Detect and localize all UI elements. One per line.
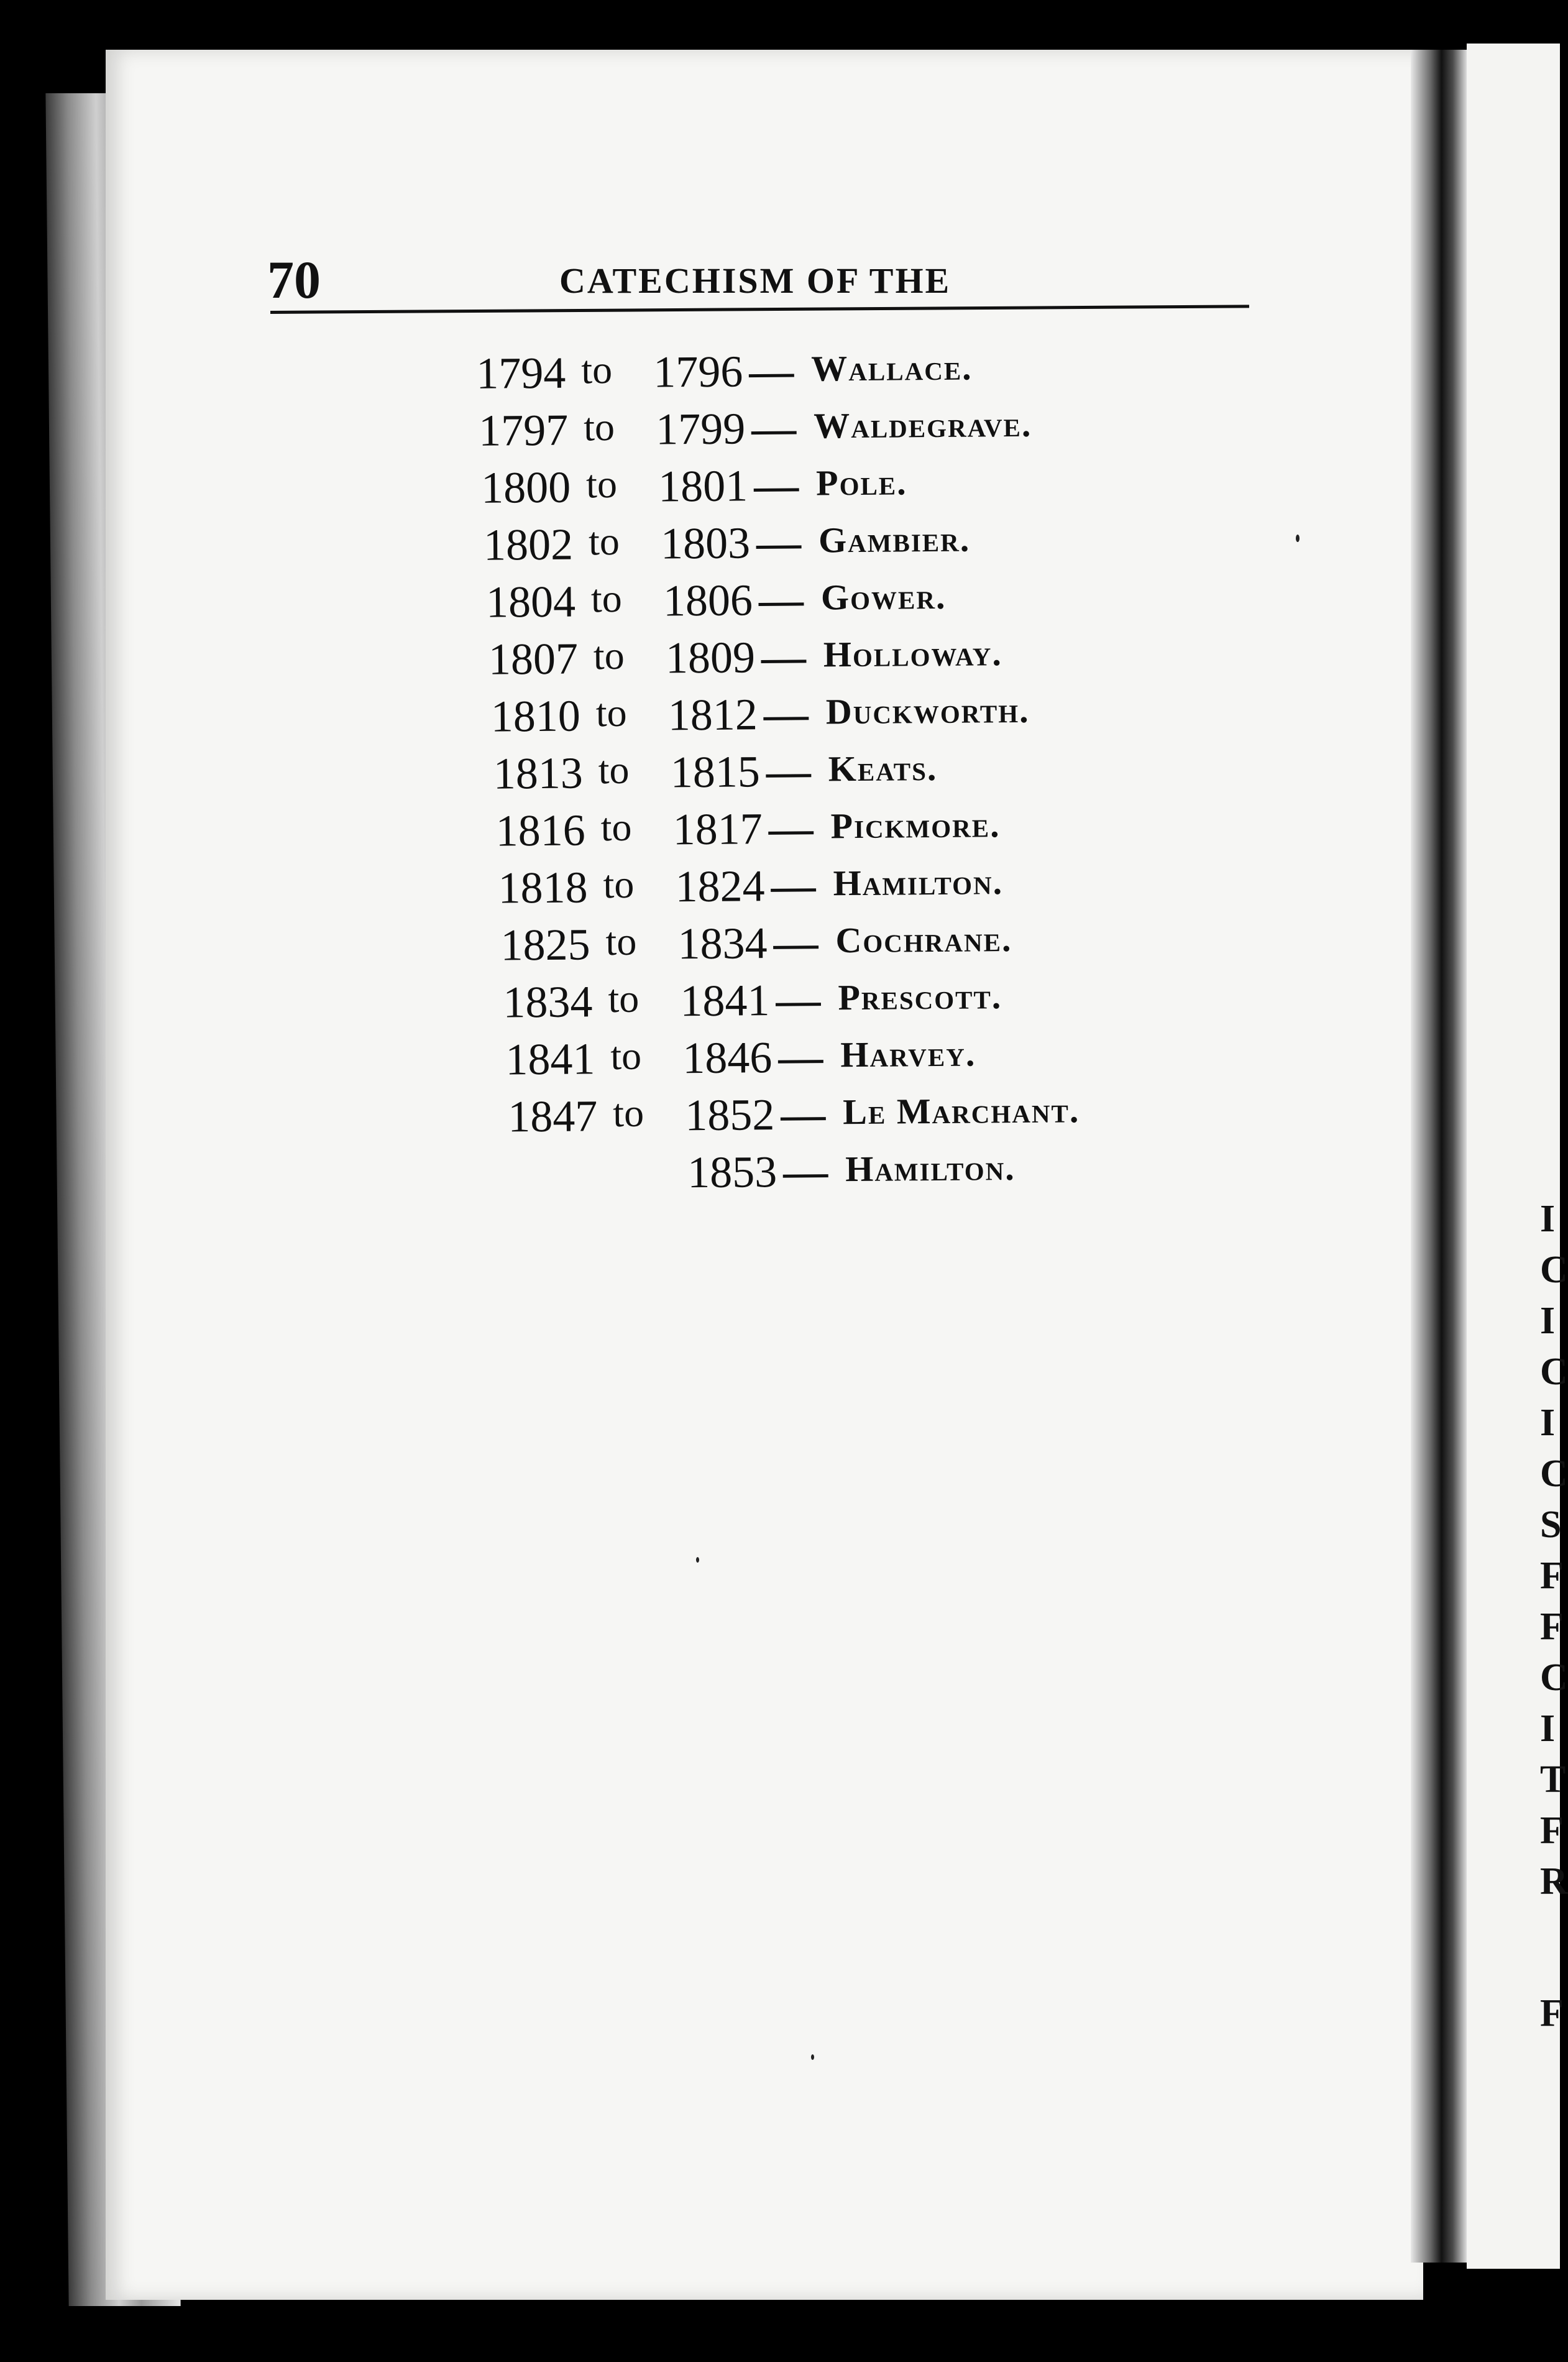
facing-page-letter: T — [1540, 1758, 1566, 1801]
paper-speck — [1296, 535, 1300, 542]
governor-row — [494, 1143, 1150, 1205]
governor-start-year: 1797 — [478, 405, 569, 456]
governor-name: Pickmore. — [830, 804, 1001, 847]
facing-page-letter: C — [1540, 1351, 1568, 1393]
governor-start-year: 1818 — [498, 862, 588, 913]
governor-start-year: 1847 — [507, 1091, 598, 1142]
governor-start-year — [494, 1147, 600, 1148]
facing-page-letter: I — [1540, 1198, 1556, 1240]
governor-name: Wallace. — [811, 347, 973, 389]
governor-to-word: to — [595, 690, 627, 735]
governor-name: Duckworth. — [825, 689, 1030, 732]
governor-row — [484, 914, 1148, 977]
governor-name: Keats. — [828, 747, 938, 789]
governor-to-word: to — [605, 919, 637, 964]
facing-page-letter: C — [1540, 1453, 1568, 1495]
governor-row — [460, 342, 1144, 405]
governor-end-year: 1846 — [682, 1032, 773, 1083]
governor-dash: — — [753, 460, 799, 511]
governor-to-word: to — [583, 405, 615, 449]
governor-start-year: 1794 — [476, 347, 566, 398]
governor-dash: — — [771, 860, 816, 911]
governor-row — [465, 457, 1145, 520]
governor-row — [477, 743, 1147, 805]
governor-start-year: 1807 — [488, 633, 579, 684]
governor-end-year: 1799 — [655, 403, 746, 454]
governor-start-year: 1804 — [485, 576, 576, 627]
facing-page-letter: R — [1540, 1860, 1568, 1903]
facing-page-letter: F — [1540, 1809, 1564, 1852]
facing-page-letter: S — [1540, 1504, 1562, 1546]
paper-speck — [811, 2054, 814, 2060]
governor-end-year: 1806 — [663, 575, 753, 626]
facing-page-letter: C — [1540, 1657, 1568, 1699]
governor-row — [462, 400, 1145, 462]
governor-row — [492, 1086, 1150, 1148]
governor-end-year: 1841 — [680, 975, 770, 1026]
governor-name: Prescott. — [838, 976, 1002, 1018]
governor-end-year: 1852 — [684, 1090, 775, 1141]
governor-row — [487, 972, 1149, 1034]
facing-page-letter: F — [1540, 1606, 1564, 1648]
governor-start-year: 1834 — [503, 977, 593, 1027]
governor-end-year: 1801 — [658, 461, 748, 512]
governor-end-year: 1817 — [672, 804, 763, 855]
governor-dash: — — [761, 632, 807, 682]
governor-start-year: 1825 — [500, 919, 590, 970]
governor-dash: — — [756, 517, 802, 568]
governor-to-word: to — [590, 576, 623, 621]
governor-to-word: to — [581, 347, 613, 392]
governor-name: Harvey. — [840, 1033, 976, 1075]
governor-start-year: 1802 — [483, 519, 574, 570]
governor-name: Gower. — [820, 576, 947, 618]
governor-end-year: 1812 — [667, 689, 758, 740]
governor-name: Waldegrave. — [813, 403, 1032, 446]
governor-dash: — — [766, 746, 812, 797]
governor-dash: — — [773, 917, 818, 968]
governor-dash: — — [748, 346, 794, 397]
governor-to-word: to — [603, 862, 635, 907]
facing-page-letter: F — [1540, 1555, 1564, 1597]
governor-dash: — — [782, 1146, 828, 1197]
governor-end-year: 1853 — [687, 1147, 777, 1198]
governor-row — [479, 800, 1147, 862]
governor-dash: — — [758, 574, 804, 625]
governor-dash: — — [751, 403, 797, 454]
facing-page-letter: I — [1540, 1707, 1556, 1750]
governor-end-year: 1809 — [665, 632, 756, 683]
governor-to-word: to — [593, 633, 625, 678]
governor-name: Holloway. — [823, 633, 1003, 675]
governor-to-word: to — [600, 804, 632, 850]
governor-to-word: to — [585, 462, 618, 507]
governor-to-word: to — [598, 747, 630, 793]
governor-name: Hamilton. — [833, 862, 1004, 904]
governor-start-year: 1816 — [495, 805, 586, 856]
governor-to-word: to — [608, 976, 640, 1021]
facing-page-letter: I — [1540, 1402, 1556, 1444]
governor-dash: — — [780, 1089, 826, 1139]
governor-dash: — — [763, 689, 809, 740]
governor-dash: — — [776, 975, 821, 1026]
governor-name: Le Marchant. — [843, 1090, 1080, 1133]
facing-page-letters — [1540, 1193, 1568, 2039]
governor-end-year: 1803 — [660, 518, 751, 569]
governor-name: Gambier. — [818, 518, 971, 561]
running-head-title: CATECHISM OF THE — [559, 260, 951, 301]
governor-name: Pole. — [815, 462, 907, 503]
governor-to-word: to — [588, 518, 620, 564]
governor-row — [470, 571, 1146, 634]
governor-row — [475, 686, 1147, 748]
governor-end-year: 1834 — [677, 918, 768, 969]
governor-start-year: 1810 — [490, 691, 581, 742]
paper-speck — [696, 1557, 699, 1563]
book-gutter — [1411, 50, 1467, 2263]
governor-end-year: 1796 — [653, 346, 743, 397]
governor-end-year: 1815 — [670, 747, 761, 797]
governor-dash: — — [768, 803, 814, 854]
facing-page-letter: F — [1540, 1992, 1564, 2034]
facing-page-letter: I — [1540, 1300, 1556, 1342]
governor-row — [467, 514, 1145, 577]
governor-name: Cochrane. — [835, 919, 1012, 961]
page-number: 70 — [267, 250, 321, 310]
governor-to-word: to — [612, 1090, 644, 1136]
governor-dash: — — [778, 1032, 823, 1083]
governor-list — [460, 342, 1150, 1206]
governor-to-word: to — [610, 1033, 642, 1078]
governor-row — [482, 857, 1148, 919]
governor-start-year: 1841 — [505, 1034, 595, 1085]
running-header — [267, 249, 1249, 342]
governor-row — [489, 1029, 1149, 1091]
facing-page-letter: C — [1540, 1249, 1568, 1291]
governor-start-year: 1800 — [480, 462, 571, 513]
governor-end-year: 1824 — [675, 861, 765, 912]
governor-name: Hamilton. — [845, 1147, 1016, 1190]
governor-start-year: 1813 — [493, 748, 584, 799]
governor-row — [472, 628, 1147, 691]
